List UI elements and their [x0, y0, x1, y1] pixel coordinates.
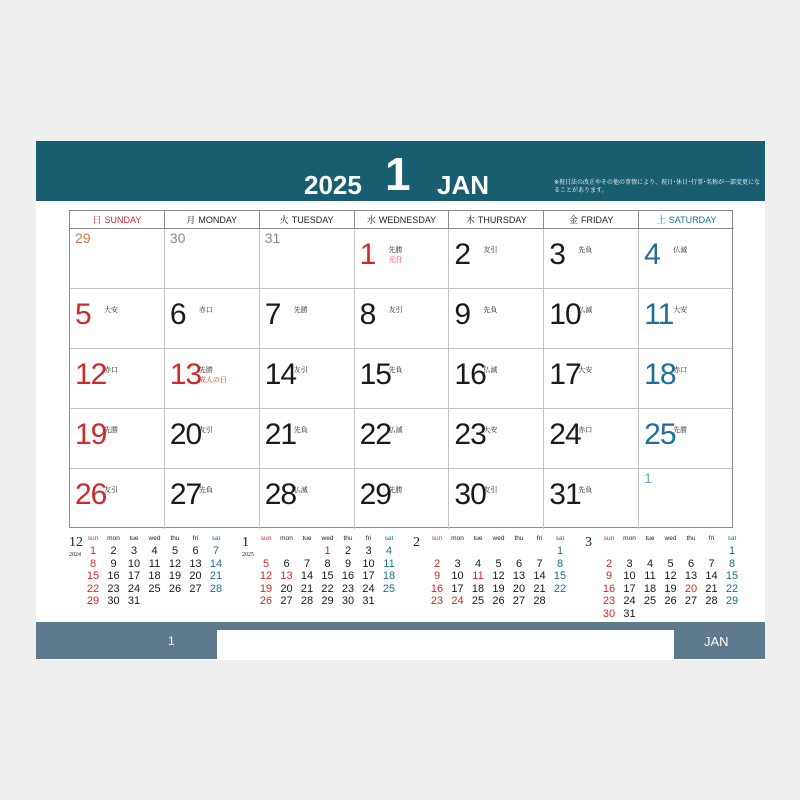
mini-weekday-wed: wed: [321, 535, 334, 542]
day-cell: [260, 409, 355, 469]
mini-day: 31: [362, 595, 375, 607]
mini-day: 27: [512, 595, 526, 607]
mini-day: 24: [362, 582, 375, 595]
day-number: 27: [169, 478, 202, 511]
mini-day: 27: [189, 582, 202, 595]
day-number: 22: [359, 418, 391, 451]
mini-day: 22: [86, 582, 100, 595]
mini-day: 13: [189, 557, 202, 570]
rokuyo-label: 友引: [388, 307, 403, 314]
day-cell: [260, 469, 355, 529]
mini-month-number: 2: [413, 535, 420, 550]
mini-day: 23: [602, 595, 616, 607]
mini-day: 14: [705, 570, 718, 582]
header-year: 2025: [304, 170, 362, 200]
day-number: 1: [359, 238, 376, 271]
rokuyo-label: 先負: [388, 367, 403, 374]
mini-day: 31: [623, 607, 636, 620]
day-cell: [544, 469, 639, 529]
mini-month-number: 12: [69, 535, 83, 550]
weekday-header-tuesday: [260, 211, 355, 229]
day-number: 4: [644, 238, 660, 271]
mini-day: 20: [280, 582, 293, 595]
mini-day: 5: [262, 557, 270, 570]
weekday-kanji: 土: [656, 215, 666, 225]
rokuyo-label: 友引: [198, 427, 213, 434]
header-disclaimer-note: ※祝日法の改正やその他の事情により、祝日･休日･行事･名称が一部変更になることがあります。: [554, 180, 761, 194]
mini-weekday-mon: mon: [451, 535, 464, 542]
mini-weekday-mon: mon: [107, 535, 120, 542]
mini-day: 15: [725, 570, 739, 582]
mini-day: 18: [382, 570, 396, 582]
day-cell: [544, 289, 639, 349]
day-number: 23: [454, 418, 486, 451]
weekday-header-friday: [544, 211, 639, 229]
mini-day: 19: [492, 582, 505, 595]
mini-day: 6: [283, 557, 290, 570]
rokuyo-label: 仏滅: [483, 367, 498, 374]
day-cell: [449, 469, 544, 529]
mini-day: 31: [127, 595, 141, 607]
mini-day: 29: [725, 595, 739, 607]
weekday-label: WEDNESDAY: [378, 215, 437, 225]
mini-day: 25: [382, 582, 396, 595]
mini-day: 28: [705, 595, 718, 607]
footer-connector: [217, 622, 674, 630]
weekday-kanji: 日: [92, 215, 102, 225]
day-cell: [355, 409, 450, 469]
mini-calendar: [242, 532, 412, 622]
day-cell: [449, 229, 544, 289]
mini-day: 24: [623, 595, 636, 607]
rokuyo-label: 友引: [104, 487, 118, 494]
mini-day: 29: [86, 595, 100, 607]
mini-day: 8: [556, 557, 564, 570]
day-cell: [449, 289, 544, 349]
rokuyo-label: 先勝: [198, 367, 213, 374]
mini-day: 19: [168, 570, 182, 582]
day-number: 1: [644, 470, 652, 486]
weekday-kanji: 月: [186, 215, 196, 225]
day-number: 10: [549, 298, 581, 331]
rokuyo-label: 友引: [483, 487, 498, 494]
rokuyo-label: 友引: [483, 247, 498, 254]
mini-calendar: [585, 532, 755, 622]
day-cell: [449, 349, 544, 409]
mini-day: 29: [321, 595, 334, 607]
day-cell: [70, 229, 165, 289]
mini-day: 7: [708, 557, 715, 570]
mini-weekday-fri: fri: [192, 535, 199, 542]
mini-day: 4: [385, 545, 393, 557]
mini-day: 5: [171, 545, 179, 557]
weekday-header-wednesday: [355, 211, 450, 229]
mini-day: 21: [533, 582, 546, 595]
mini-weekday-sat: sat: [727, 535, 737, 542]
mini-day: 25: [148, 582, 161, 595]
mini-day: 21: [705, 582, 718, 595]
mini-weekday-mon: mon: [280, 535, 293, 542]
day-cell: [544, 229, 639, 289]
rokuyo-label: 先負: [483, 307, 498, 314]
rokuyo-label: 赤口: [673, 367, 688, 374]
mini-day: 3: [454, 557, 461, 570]
day-number: 25: [644, 418, 676, 451]
mini-day: 20: [512, 582, 526, 595]
mini-day: 15: [553, 570, 567, 582]
mini-weekday-tue: tue: [129, 535, 139, 542]
mini-day: 15: [86, 570, 100, 582]
mini-weekday-fri: fri: [708, 535, 715, 542]
mini-day: 11: [472, 570, 484, 582]
header-month-number: 1: [385, 148, 411, 200]
mini-month-number: 1: [242, 535, 249, 550]
day-cell: [165, 229, 260, 289]
rokuyo-label: 大安: [104, 307, 118, 314]
day-number: 29: [75, 230, 91, 246]
mini-day: 19: [259, 582, 273, 595]
day-number: 26: [75, 478, 107, 511]
rokuyo-label: 先負: [198, 487, 213, 494]
mini-weekday-sat: sat: [211, 535, 221, 542]
holiday-label: 成人の日: [198, 377, 227, 384]
day-cell: [260, 229, 355, 289]
day-cell: [449, 409, 544, 469]
mini-day: 8: [728, 557, 736, 570]
rokuyo-label: 先勝: [293, 307, 308, 314]
day-cell: [544, 349, 639, 409]
mini-day: 17: [362, 570, 375, 582]
mini-day: 11: [644, 570, 656, 582]
day-number: 5: [75, 298, 91, 331]
mini-day: 17: [623, 582, 636, 595]
rokuyo-label: 先勝: [388, 487, 403, 494]
mini-day: 9: [433, 570, 441, 582]
day-number: 14: [264, 358, 297, 391]
mini-day: 9: [110, 557, 117, 570]
mini-day: 6: [192, 545, 199, 557]
month-grid: [69, 210, 733, 528]
rokuyo-label: 先負: [578, 487, 593, 494]
mini-day: 22: [321, 582, 334, 595]
weekday-kanji: 金: [569, 215, 579, 225]
day-cell: [544, 409, 639, 469]
rokuyo-label: 仏滅: [293, 487, 308, 494]
mini-day: 25: [471, 595, 485, 607]
mini-day: 2: [605, 557, 613, 570]
mini-day: 27: [280, 595, 293, 607]
mini-weekday-thu: thu: [686, 535, 696, 542]
day-number: 30: [454, 478, 486, 511]
mini-day: 12: [168, 557, 182, 570]
mini-day: 13: [280, 570, 293, 582]
mini-weekday-thu: thu: [343, 535, 353, 542]
rokuyo-label: 先負: [293, 427, 308, 434]
mini-day: 16: [430, 582, 444, 595]
mini-day: 4: [474, 557, 482, 570]
mini-day: 12: [259, 570, 273, 582]
mini-year: 2024: [69, 552, 81, 558]
mini-day: 23: [107, 582, 120, 595]
day-cell: [355, 349, 450, 409]
mini-day: 3: [130, 545, 138, 557]
mini-day: 17: [127, 570, 141, 582]
day-number: 13: [169, 358, 202, 391]
mini-calendar: [69, 532, 239, 622]
mini-day: 7: [303, 557, 311, 570]
mini-day: 16: [341, 570, 355, 582]
rokuyo-label: 先負: [578, 247, 593, 254]
mini-weekday-thu: thu: [170, 535, 180, 542]
weekday-label: SATURDAY: [668, 215, 717, 225]
mini-day: 8: [324, 557, 331, 570]
mini-day: 1: [556, 545, 564, 557]
calendar-page: [36, 141, 765, 660]
mini-day: 6: [687, 557, 695, 570]
mini-day: 24: [127, 582, 141, 595]
mini-day: 14: [533, 570, 546, 582]
day-number: 15: [359, 358, 391, 391]
rokuyo-label: 仏滅: [388, 427, 403, 434]
weekday-header-saturday: [639, 211, 734, 229]
mini-day: 10: [127, 557, 141, 570]
mini-day: 1: [89, 545, 97, 557]
mini-day: 7: [536, 557, 543, 570]
weekday-label: SUNDAY: [104, 215, 142, 225]
footer-month-number: 1: [168, 634, 175, 648]
mini-weekday-tue: tue: [473, 535, 483, 542]
mini-day: 10: [623, 570, 636, 582]
mini-day: 2: [344, 545, 352, 557]
rokuyo-label: 仏滅: [673, 247, 688, 254]
mini-day: 23: [430, 595, 444, 607]
mini-day: 14: [209, 557, 223, 570]
mini-day: 13: [512, 570, 526, 582]
holiday-label: 元日: [388, 257, 403, 264]
mini-day: 6: [515, 557, 523, 570]
mini-day: 20: [684, 582, 698, 595]
mini-day: 3: [626, 557, 633, 570]
day-cell: [355, 289, 450, 349]
day-cell: [165, 289, 260, 349]
mini-day: 5: [667, 557, 674, 570]
rokuyo-label: 大安: [483, 427, 498, 434]
mini-day: 18: [148, 570, 161, 582]
mini-weekday-fri: fri: [536, 535, 543, 542]
rokuyo-label: 赤口: [104, 367, 118, 374]
day-cell: [165, 469, 260, 529]
mini-day: 26: [492, 595, 505, 607]
mini-day: 30: [341, 595, 355, 607]
mini-day: 17: [451, 582, 464, 595]
day-number: 31: [549, 478, 581, 511]
mini-day: 20: [189, 570, 202, 582]
footer-cutout: [220, 630, 671, 659]
mini-day: 30: [602, 607, 616, 620]
mini-weekday-sat: sat: [384, 535, 394, 542]
day-cell: [355, 229, 450, 289]
day-number: 19: [75, 418, 107, 451]
mini-weekday-sun: sun: [260, 535, 272, 542]
mini-weekday-sun: sun: [431, 535, 443, 542]
footer-month-english: JAN: [704, 634, 729, 649]
day-number: 21: [264, 418, 297, 451]
weekday-header-sunday: [70, 211, 165, 229]
day-cell: [639, 469, 734, 529]
weekday-kanji: 木: [465, 215, 475, 225]
day-number: 8: [359, 298, 376, 331]
rokuyo-label: 大安: [578, 367, 593, 374]
day-cell: [639, 349, 734, 409]
day-cell: [70, 289, 165, 349]
mini-weekday-wed: wed: [492, 535, 505, 542]
weekday-label: TUESDAY: [291, 215, 334, 225]
day-cell: [70, 469, 165, 529]
day-number: 7: [264, 298, 281, 331]
day-cell: [355, 469, 450, 529]
footer-left-tab: [36, 622, 217, 659]
day-cell: [260, 289, 355, 349]
mini-day: 12: [664, 570, 677, 582]
day-number: 3: [549, 238, 565, 271]
mini-day: 25: [643, 595, 657, 607]
day-number: 9: [454, 298, 471, 331]
day-number: 6: [169, 298, 186, 331]
rokuyo-label: 赤口: [578, 427, 593, 434]
calendar-footer: [36, 622, 765, 659]
weekday-kanji: 火: [279, 215, 289, 225]
rokuyo-label: 赤口: [198, 307, 213, 314]
day-cell: [70, 349, 165, 409]
mini-weekday-mon: mon: [623, 535, 636, 542]
mini-day: 2: [433, 557, 441, 570]
mini-weekday-wed: wed: [664, 535, 677, 542]
mini-day: 10: [362, 557, 375, 570]
mini-day: 10: [451, 570, 464, 582]
mini-day: 22: [725, 582, 739, 595]
mini-day: 7: [212, 545, 220, 557]
mini-day: 21: [300, 582, 314, 595]
mini-day: 11: [383, 557, 395, 570]
day-cell: [70, 409, 165, 469]
weekday-label: FRIDAY: [581, 215, 614, 225]
mini-day: 4: [151, 545, 158, 557]
mini-day: 1: [324, 545, 331, 557]
mini-day: 21: [209, 570, 223, 582]
header-month-english: JAN: [437, 170, 490, 200]
mini-weekday-thu: thu: [514, 535, 524, 542]
day-number: 20: [169, 418, 202, 451]
mini-day: 3: [365, 545, 372, 557]
mini-day: 1: [728, 545, 736, 557]
weekday-label: MONDAY: [198, 215, 238, 225]
mini-day: 26: [259, 595, 273, 607]
mini-weekday-sun: sun: [603, 535, 615, 542]
day-number: 24: [549, 418, 581, 451]
mini-day: 30: [107, 595, 120, 607]
mini-day: 2: [110, 545, 117, 557]
weekday-header-thursday: [449, 211, 544, 229]
mini-day: 12: [492, 570, 505, 582]
day-number: 17: [549, 358, 581, 391]
mini-day: 18: [471, 582, 485, 595]
day-cell: [165, 409, 260, 469]
mini-day: 11: [148, 557, 161, 570]
mini-day: 8: [89, 557, 97, 570]
weekday-header-monday: [165, 211, 260, 229]
mini-day: 18: [643, 582, 657, 595]
day-number: 11: [644, 298, 674, 331]
day-cell: [260, 349, 355, 409]
mini-day: 22: [553, 582, 567, 595]
day-cell: [639, 229, 734, 289]
mini-day: 9: [605, 570, 613, 582]
mini-weekday-wed: wed: [148, 535, 161, 542]
mini-weekday-sat: sat: [555, 535, 565, 542]
mini-day: 26: [168, 582, 182, 595]
rokuyo-label: 仏滅: [578, 307, 593, 314]
mini-day: 28: [209, 582, 223, 595]
rokuyo-label: 大安: [673, 307, 688, 314]
day-cell: [639, 289, 734, 349]
mini-weekday-tue: tue: [645, 535, 655, 542]
mini-day: 14: [300, 570, 314, 582]
mini-weekday-fri: fri: [365, 535, 372, 542]
mini-day: 24: [451, 595, 464, 607]
mini-day: 23: [341, 582, 355, 595]
mini-month-number: 3: [585, 535, 592, 550]
mini-day: 19: [664, 582, 677, 595]
mini-year: 2025: [242, 552, 254, 558]
weekday-label: THURSDAY: [477, 215, 527, 225]
mini-calendar: [413, 532, 583, 622]
mini-day: 16: [107, 570, 120, 582]
day-number: 2: [454, 238, 471, 271]
rokuyo-label: 先勝: [104, 427, 118, 434]
mini-day: 4: [646, 557, 654, 570]
day-cell: [165, 349, 260, 409]
day-number: 30: [169, 230, 186, 246]
mini-weekday-sun: sun: [87, 535, 99, 542]
day-number: 29: [359, 478, 391, 511]
mini-day: 5: [495, 557, 502, 570]
mini-day: 9: [344, 557, 352, 570]
day-number: 18: [644, 358, 676, 391]
weekday-kanji: 水: [366, 215, 376, 225]
day-number: 31: [264, 230, 281, 246]
day-number: 28: [264, 478, 297, 511]
day-number: 12: [75, 358, 107, 391]
mini-day: 28: [533, 595, 546, 607]
calendar-header: [36, 141, 765, 201]
rokuyo-label: 先勝: [388, 247, 403, 254]
day-number: 16: [454, 358, 486, 391]
mini-weekday-tue: tue: [302, 535, 312, 542]
day-cell: [639, 409, 734, 469]
mini-day: 16: [602, 582, 616, 595]
rokuyo-label: 友引: [293, 367, 308, 374]
rokuyo-label: 先勝: [673, 427, 688, 434]
mini-day: 26: [664, 595, 677, 607]
mini-day: 13: [684, 570, 698, 582]
mini-day: 28: [300, 595, 314, 607]
mini-day: 27: [684, 595, 698, 607]
mini-day: 15: [321, 570, 334, 582]
